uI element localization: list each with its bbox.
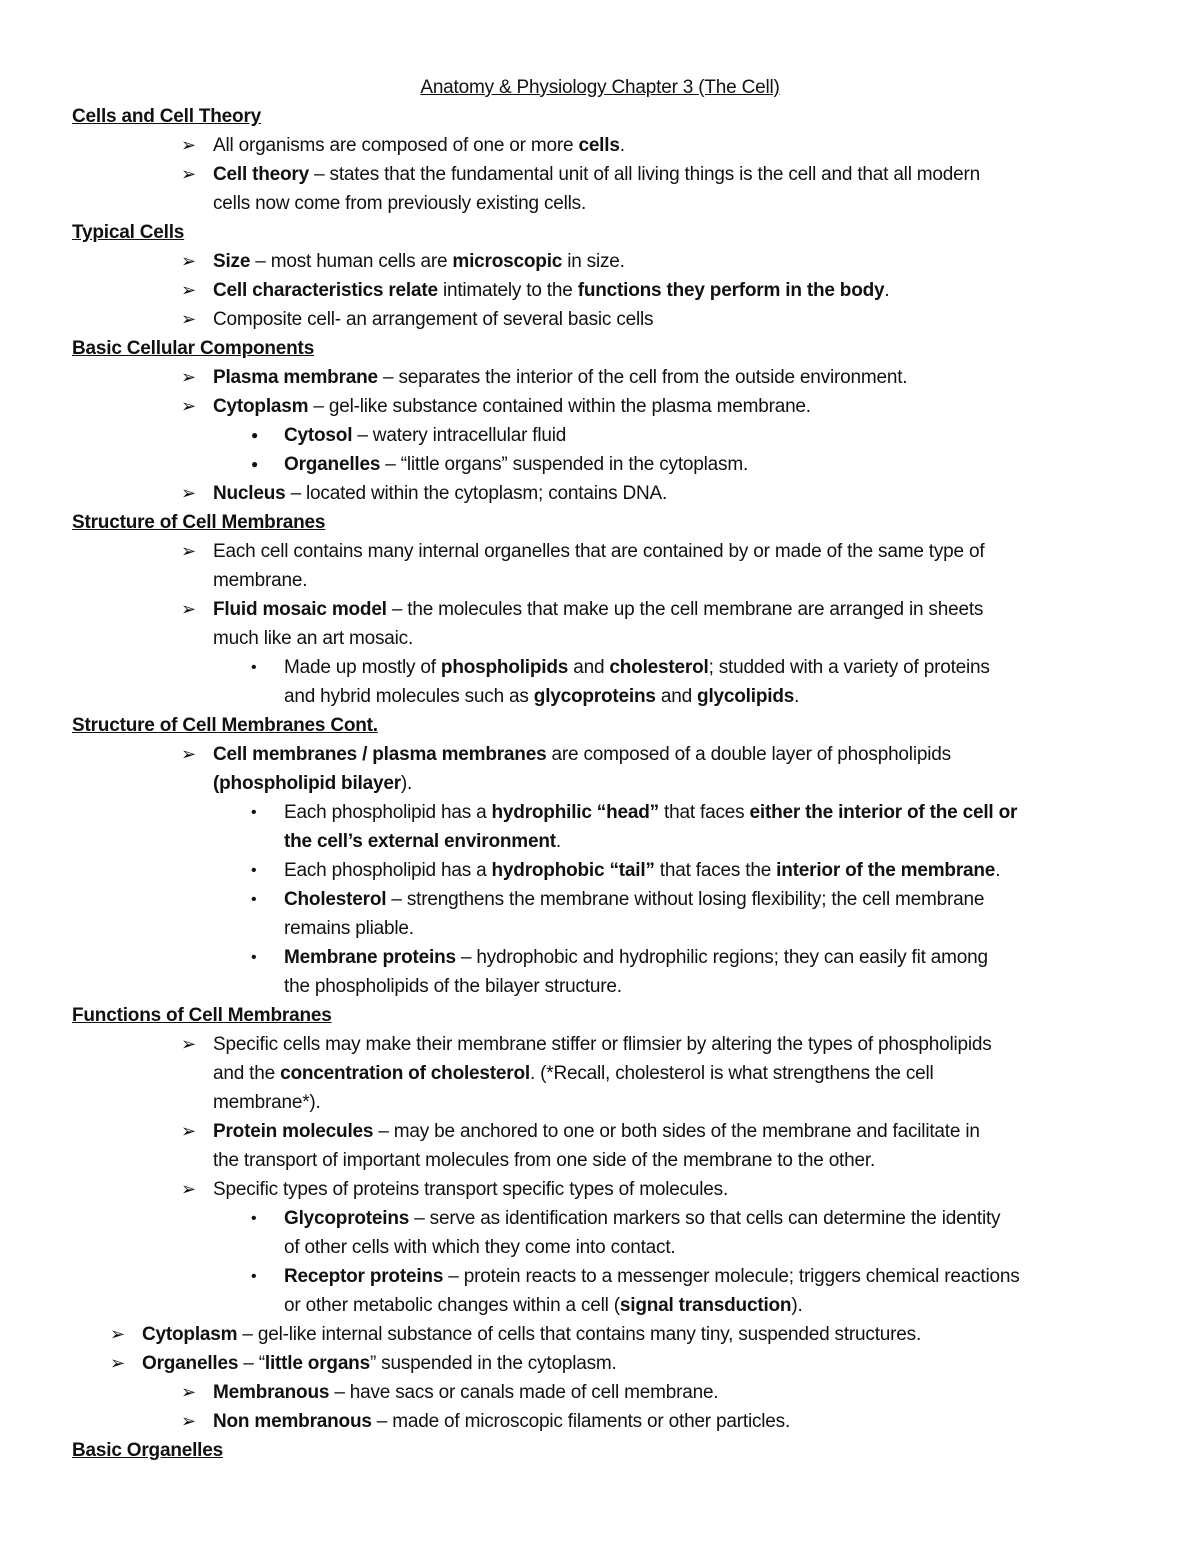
arrow-bullet-icon: ➢ [181,483,196,503]
list-item [213,1175,728,1204]
list-item [213,160,980,189]
text-run: – located within the cytoplasm; contains DNA. [285,483,668,504]
text-run: – hydrophobic and hydrophilic regions; they can easily fit among [455,947,988,968]
text-run: Cytosol [284,425,353,446]
bullet-icon: • [251,659,257,676]
arrow-bullet-icon: ➢ [181,541,196,561]
text-run: microscopic [452,251,563,272]
list-item [213,276,890,305]
text-run: Basic Organelles [72,1440,223,1461]
list-item [213,363,907,392]
text-run: Glycoproteins [284,1208,410,1229]
text-run: phospholipids [440,657,569,678]
text-run: either the interior of the cell or [749,802,1018,823]
list-item [284,827,561,856]
text-run: Nucleus [213,483,286,504]
bullet-icon: • [251,1210,257,1227]
list-item [213,1059,934,1088]
text-run: Cytoplasm [142,1324,238,1345]
text-run: Made up mostly of [284,657,441,678]
text-run: ). [400,773,413,794]
list-item [213,305,653,334]
text-run: – gel-like substance contained within the plasma membrane. [308,396,811,417]
text-run: interior of the membrane [776,860,996,881]
text-run: and the [213,1063,281,1084]
text-run: Basic Cellular Components [72,338,315,359]
text-run: – “ [238,1353,265,1374]
text-run: . [884,280,890,301]
section-heading [72,1001,332,1030]
text-run: – made of microscopic filaments or other particles. [371,1411,791,1432]
section-heading [72,508,325,537]
text-run: Cytoplasm [213,396,309,417]
list-item [213,1088,321,1117]
text-run: Cholesterol [284,889,387,910]
list-item [213,131,625,160]
text-run: ; studded with a variety of proteins [708,657,990,678]
text-run: or other metabolic changes within a cell ( [284,1295,620,1316]
arrow-bullet-icon: ➢ [181,1179,196,1199]
arrow-bullet-icon: ➢ [181,1121,196,1141]
text-run: Specific types of proteins transport specific types of molecules. [213,1179,729,1200]
text-run: that faces the [654,860,777,881]
list-item [284,1262,1020,1291]
text-run: Composite cell- an arrangement of several basic cells [213,309,654,330]
text-run: – gel-like internal substance of cells that contains many tiny, suspended structures. [237,1324,922,1345]
list-item [213,624,413,653]
section-heading [72,711,378,740]
text-run: and hybrid molecules such as [284,686,534,707]
bullet-icon: ● [251,457,259,471]
list-item [284,885,984,914]
list-item [213,595,983,624]
bullet-icon: • [251,804,257,821]
text-run: Membrane proteins [284,947,456,968]
text-run: Cell theory [213,164,309,185]
text-run: membrane*). [213,1092,321,1113]
list-item [284,682,799,711]
text-run: are composed of a double layer of phospholipids [546,744,951,765]
text-run: much like an art mosaic. [213,628,414,649]
arrow-bullet-icon: ➢ [181,309,196,329]
arrow-bullet-icon: ➢ [181,135,196,155]
text-run: – protein reacts to a messenger molecule; triggers chemical reactions [443,1266,1020,1287]
arrow-bullet-icon: ➢ [181,744,196,764]
text-run: Cells and Cell Theory [72,106,262,127]
text-run: Typical Cells [72,222,185,243]
list-item [213,189,586,218]
text-run: cholesterol [609,657,709,678]
text-run: – “little organs” suspended in the cytoplasm. [380,454,749,475]
list-item [213,392,811,421]
list-item [284,1204,1000,1233]
text-run: intimately to the [437,280,578,301]
text-run: Organelles [284,454,381,475]
list-item [213,769,412,798]
arrow-bullet-icon: ➢ [181,1411,196,1431]
bullet-icon: • [251,891,257,908]
text-run: – states that the fundamental unit of all living things is the cell and that all modern [309,164,981,185]
arrow-bullet-icon: ➢ [181,367,196,387]
list-item [142,1320,921,1349]
arrow-bullet-icon: ➢ [181,164,196,184]
arrow-bullet-icon: ➢ [181,396,196,416]
text-run: functions they perform in the body [577,280,885,301]
text-run: ” suspended in the cytoplasm. [369,1353,617,1374]
list-item [213,1146,875,1175]
list-item [213,247,625,276]
text-run: of other cells with which they come into contact. [284,1237,676,1258]
text-run: the phospholipids of the bilayer structure. [284,976,622,997]
text-run: hydrophobic “tail” [491,860,655,881]
list-item [142,1349,617,1378]
text-run: and [655,686,698,707]
text-run: Membranous [213,1382,330,1403]
list-item [284,653,990,682]
text-run: glycoproteins [533,686,656,707]
arrow-bullet-icon: ➢ [110,1353,125,1373]
list-item [284,914,414,943]
text-run: . [794,686,800,707]
text-run: hydrophilic “head” [491,802,659,823]
text-run: – may be anchored to one or both sides of the membrane and facilitate in [373,1121,980,1142]
list-item [213,1407,790,1436]
text-run: – separates the interior of the cell from the outside environment. [377,367,908,388]
text-run: – have sacs or canals made of cell membrane. [329,1382,719,1403]
text-run: the transport of important molecules from one side of the membrane to the other. [213,1150,876,1171]
section-heading [72,334,314,363]
section-heading [72,1436,223,1465]
text-run: Structure of Cell Membranes [72,512,326,533]
text-run: Each cell contains many internal organelles that are contained by or made of the same type of [213,541,985,562]
text-run: – strengthens the membrane without losing flexibility; the cell membrane [386,889,985,910]
text-run: Functions of Cell Membranes [72,1005,332,1026]
text-run: that faces [658,802,750,823]
text-run: . (*Recall, cholesterol is what strengthens the cell [529,1063,934,1084]
section-heading [72,102,261,131]
list-item [284,450,748,479]
arrow-bullet-icon: ➢ [181,599,196,619]
text-run: signal transduction [619,1295,792,1316]
text-run: concentration of cholesterol [280,1063,530,1084]
arrow-bullet-icon: ➢ [181,251,196,271]
text-run: All organisms are composed of one or more [213,135,579,156]
list-item [213,479,667,508]
text-run: Plasma membrane [213,367,378,388]
document-title: Anatomy & Physiology Chapter 3 (The Cell) [420,77,780,98]
arrow-bullet-icon: ➢ [110,1324,125,1344]
text-run: – most human cells are [250,251,453,272]
text-run: (phospholipid bilayer [213,773,401,794]
text-run: cells [578,135,620,156]
list-item [213,1030,992,1059]
bullet-icon: • [251,1268,257,1285]
text-run: Fluid mosaic model [213,599,387,620]
list-item [284,856,1000,885]
text-run: Specific cells may make their membrane stiffer or flimsier by altering the types of phospholipids [213,1034,992,1055]
list-item [213,566,307,595]
text-run: ). [791,1295,803,1316]
arrow-bullet-icon: ➢ [181,1034,196,1054]
text-run: – the molecules that make up the cell membrane are arranged in sheets [386,599,984,620]
text-run: Receptor proteins [284,1266,444,1287]
text-run: Non membranous [213,1411,372,1432]
text-run: . [619,135,625,156]
text-run: . [995,860,1001,881]
text-run: – serve as identification markers so that cells can determine the identity [409,1208,1001,1229]
text-run: Cell membranes / plasma membranes [213,744,547,765]
text-run: Structure of Cell Membranes Cont. [72,715,378,736]
text-run: Each phospholipid has a [284,802,492,823]
arrow-bullet-icon: ➢ [181,280,196,300]
text-run: – watery intracellular fluid [352,425,567,446]
bullet-icon: • [251,949,257,966]
text-run: remains pliable. [284,918,414,939]
text-run: Size [213,251,251,272]
list-item [284,943,988,972]
text-run: cells now come from previously existing cells. [213,193,587,214]
arrow-bullet-icon: ➢ [181,1382,196,1402]
list-item [284,1291,803,1320]
text-run: glycolipids [697,686,795,707]
text-run: Organelles [142,1353,239,1374]
list-item [284,1233,676,1262]
list-item [213,740,951,769]
text-run: membrane. [213,570,308,591]
list-item [284,972,622,1001]
text-run: Protein molecules [213,1121,374,1142]
section-heading [72,218,184,247]
list-item [284,421,566,450]
list-item [284,798,1017,827]
text-run: and [568,657,610,678]
text-run: . [555,831,561,852]
text-run: the cell’s external environment [284,831,556,852]
list-item [213,537,984,566]
text-run: little organs [264,1353,370,1374]
text-run: Cell characteristics relate [213,280,438,301]
list-item [213,1117,980,1146]
bullet-icon: ● [251,428,259,442]
text-run: in size. [562,251,625,272]
bullet-icon: • [251,862,257,879]
text-run: Each phospholipid has a [284,860,492,881]
list-item [213,1378,718,1407]
